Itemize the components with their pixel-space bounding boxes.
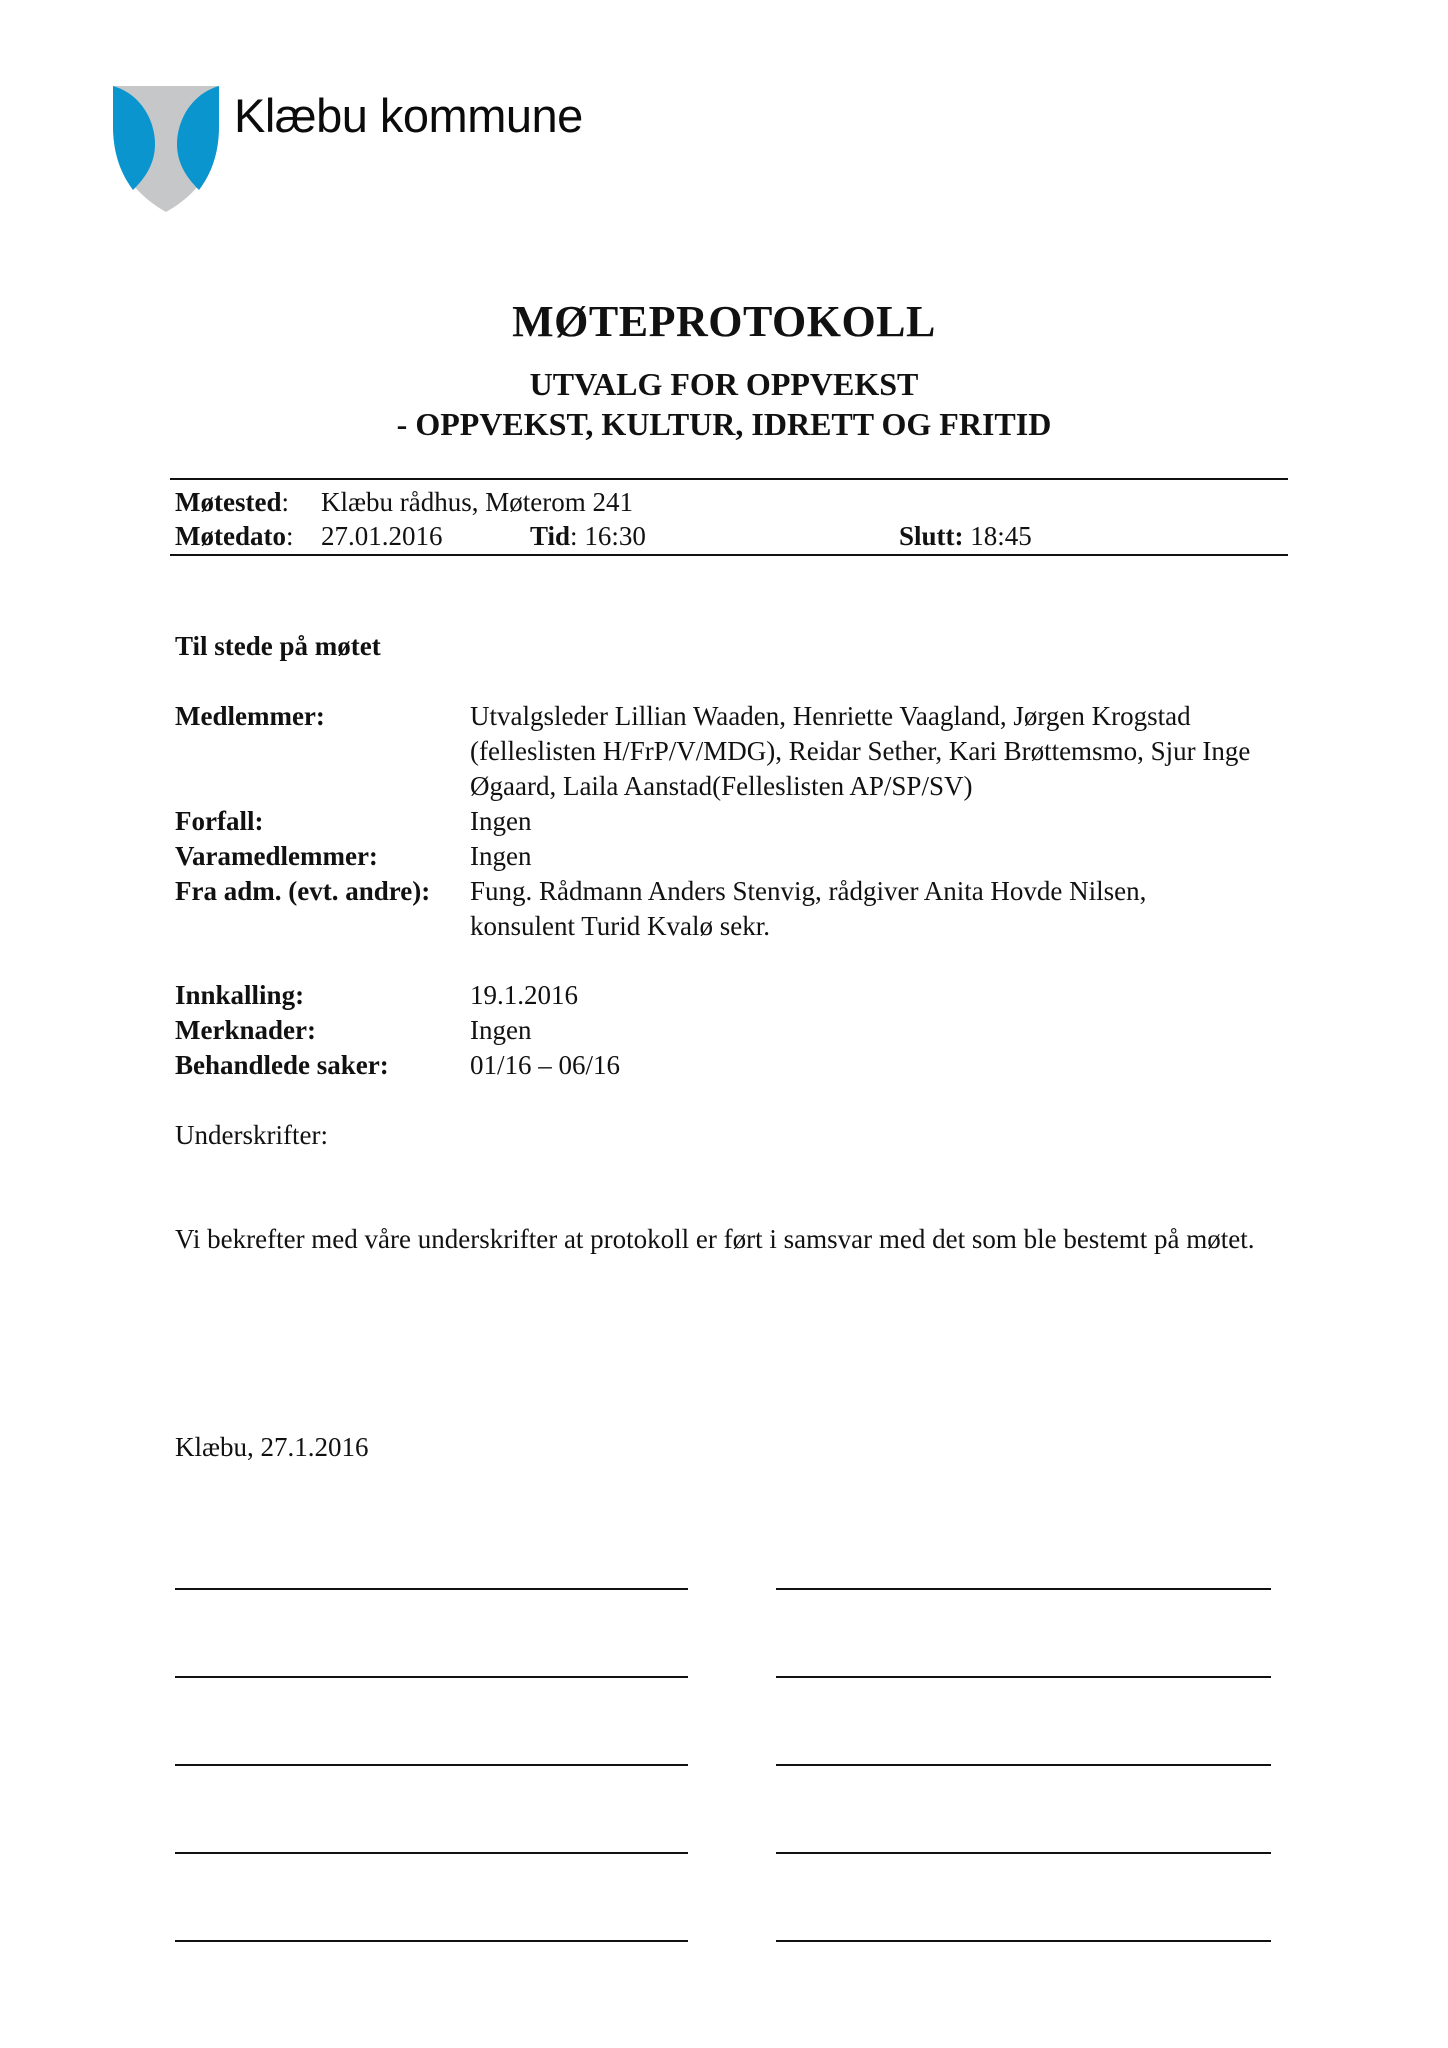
meeting-time-label: Tid — [530, 521, 571, 551]
cases-label: Behandlede saker: — [175, 1050, 389, 1080]
signature-line — [175, 1588, 688, 1590]
meeting-time-value: 16:30 — [584, 521, 646, 551]
signature-statement: Vi bekrefter med våre underskrifter at protokoll er ført i samsvar med det som ble bestemt på møtet. — [175, 1224, 1255, 1254]
signature-line — [776, 1588, 1271, 1590]
signature-line — [776, 1676, 1271, 1678]
admin-label: Fra adm. (evt. andre): — [175, 876, 431, 906]
signature-line — [776, 1940, 1271, 1942]
meeting-date-label: Møtedato — [175, 521, 286, 551]
remarks-label: Merknader: — [175, 1015, 316, 1045]
place-and-date: Klæbu, 27.1.2016 — [175, 1432, 369, 1462]
committee-name: UTVALG FOR OPPVEKST — [529, 366, 919, 402]
colon: : — [285, 521, 294, 551]
meeting-place-value: Klæbu rådhus, Møterom 241 — [321, 487, 633, 517]
signature-line — [776, 1852, 1271, 1854]
signature-line — [175, 1764, 688, 1766]
meeting-place-row — [175, 487, 633, 518]
signature-line — [175, 1852, 688, 1854]
signature-line — [175, 1940, 688, 1942]
committee-scope: - OPPVEKST, KULTUR, IDRETT OG FRITID — [396, 406, 1052, 442]
admin-value: Fung. Rådmann Anders Stenvig, rådgiver Anita Hovde Nilsen, konsulent Turid Kvalø sekr. — [470, 876, 1147, 941]
signature-line — [175, 1676, 688, 1678]
cases-value: 01/16 – 06/16 — [470, 1050, 621, 1080]
municipality-name: Klæbu kommune — [234, 89, 583, 142]
signature-line — [776, 1764, 1271, 1766]
colon: : — [281, 487, 289, 517]
meeting-date-row — [175, 521, 1032, 552]
absent-label: Forfall: — [175, 806, 264, 836]
meeting-end-value: 18:45 — [970, 521, 1032, 551]
members-label: Medlemmer: — [175, 701, 325, 731]
bottom-rule — [170, 554, 1288, 556]
summons-label: Innkalling: — [175, 980, 305, 1010]
document-title: MØTEPROTOKOLL — [512, 297, 936, 346]
meeting-place-label: Møtested — [175, 487, 282, 517]
substitutes-label: Varamedlemmer: — [175, 841, 378, 871]
top-rule — [170, 478, 1288, 480]
members-value: Utvalgsleder Lillian Waaden, Henriette Vaagland, Jørgen Krogstad (felleslisten H/FrP/V/MDG), Reidar Sether, Kari Brøttemsmo, Sjur Inge Øgaard, Laila Aanstad(Felleslisten AP/SP/SV) — [470, 701, 1251, 801]
remarks-value: Ingen — [470, 1015, 532, 1045]
summons-value: 19.1.2016 — [470, 980, 578, 1010]
absent-value: Ingen — [470, 806, 532, 836]
substitutes-value: Ingen — [470, 841, 532, 871]
meeting-date-value: 27.01.2016 — [321, 521, 443, 551]
meeting-end-label: Slutt: — [899, 521, 964, 551]
municipal-shield-logo — [113, 86, 219, 212]
attendance-heading: Til stede på møtet — [175, 631, 381, 661]
signatures-heading: Underskrifter: — [175, 1120, 328, 1150]
colon: : — [570, 521, 585, 551]
